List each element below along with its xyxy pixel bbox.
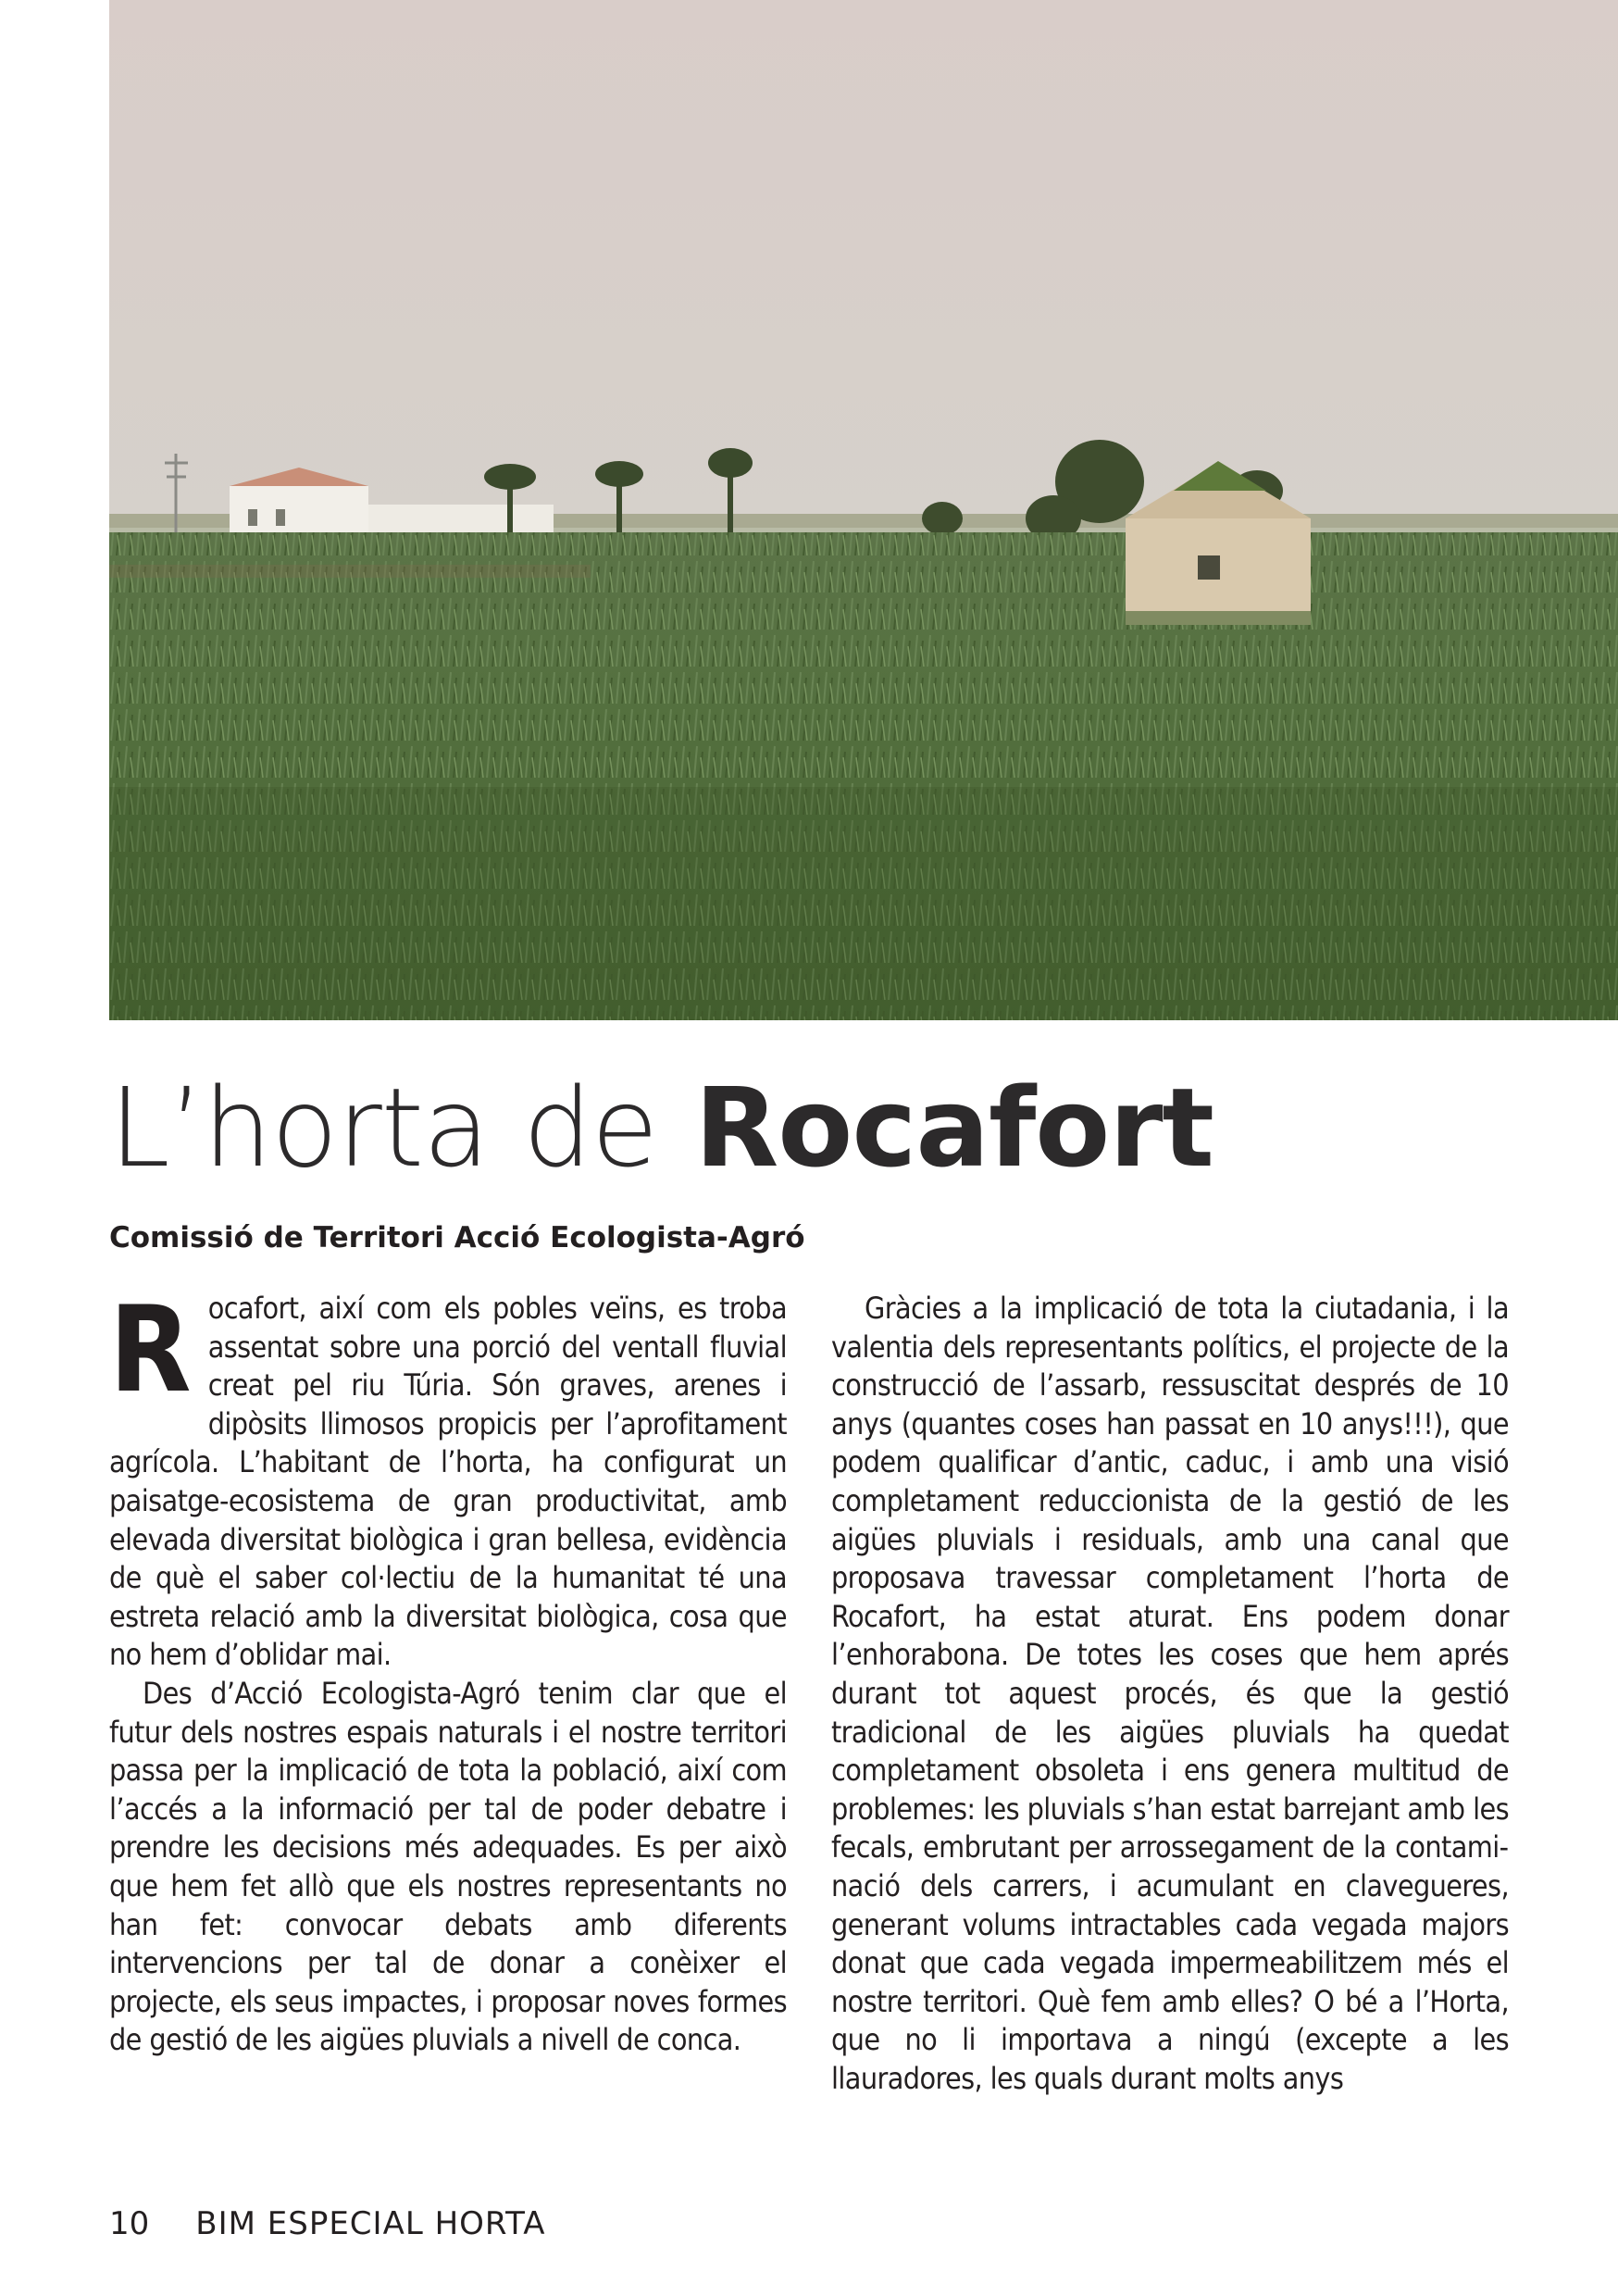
body-column-left <box>109 1281 787 2060</box>
page-number: 10 <box>109 2205 150 2242</box>
magazine-name: BIM ESPECIAL HORTA <box>195 2205 546 2242</box>
article-byline: Comissió de Territori Acció Ecologista-Agró <box>109 1221 805 1254</box>
title-bold: Rocafort <box>694 1064 1214 1192</box>
paragraph-text: ocafort, així com els pobles veïns, es troba assentat sobre una porció del ventall fluvial creat pel riu Túria. Són graves, arenes i dipòsits llimosos propicis per l’aprofitament agrícola. L’habitant de l’horta, ha configurat un paisatge-ecosistema de gran productivitat, amb elevada diversitat biològica i gran bellesa, evidència de què el saber col·lectiu de la humanitat té una estreta relació amb la diversitat biològica, cosa que no hem d’oblidar mai. <box>109 1291 787 1673</box>
paragraph: Des d’Acció Ecologista-Agró tenim clar que el futur dels nostres espais naturals i el nostre territori passa per la implicació de tota la població, així com l’accés a la informació per tal de poder debatre i prendre les decisions més adequades. Es per això que hem fet allò que els nostres representants no han fet: convocar debats amb diferents intervencions per tal de donar a conèixer el projecte, els seus impactes, i proposar noves formes de gestió de les aigües pluvials a nivell de conca. <box>109 1675 787 2058</box>
field-illustration <box>109 0 1618 1020</box>
paragraph <box>109 1281 787 1675</box>
hero-photo <box>109 0 1618 1020</box>
article-title <box>109 1063 1553 1192</box>
drop-cap: R <box>109 1281 192 1419</box>
page-footer <box>109 2205 545 2252</box>
title-light: L’horta de <box>109 1064 658 1192</box>
paragraph: Gràcies a la implicació de tota la ciutadania, i la valentia dels representants polítics, el projecte de la construcció de l’assarb, ressuscitat després de 10 anys (quantes coses han passat en 10 anys!!!), que podem qualificar d’antic, caduc, i amb una visió completament reduccionista de la gestió de les aigües pluvials i residuals, amb una canal que proposava travessar completament l’horta de Rocafort, ha estat aturat. Ens podem donar l’enhorabona. De totes les coses que hem aprés durant tot aquest procés, és que la gestió tradicional de les aigües pluvials ha quedat completament obsoleta i ens genera multitud de problemes: les pluvials s’han estat barrejant amb les fecals, embrutant per arrossegament de la contaminació dels carrers, i acumulant en clavegueres, generant volums intractables cada vegada majors donat que cada vegada impermeabilitzem més el nostre territori. Què fem amb elles? O bé a l’Horta, que no li importava a ningú (excepte a les llauradores, les quals durant molts anys <box>831 1291 1509 2096</box>
sky <box>109 0 1618 528</box>
body-column-right <box>831 1290 1509 2098</box>
